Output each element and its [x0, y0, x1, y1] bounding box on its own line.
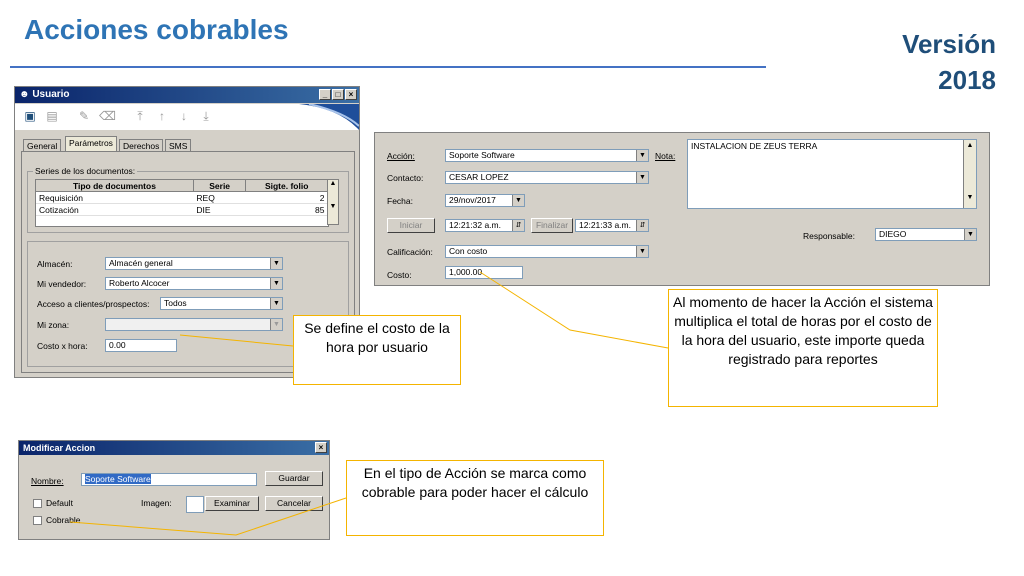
- iniciar-button[interactable]: Iniciar: [387, 218, 435, 233]
- cancelar-button[interactable]: Cancelar: [265, 496, 323, 511]
- col-serie[interactable]: Serie: [193, 180, 245, 192]
- callout-costo-hora: Se define el costo de la hora por usuario: [293, 315, 461, 385]
- vendedor-label: Mi vendedor:: [37, 279, 87, 289]
- chevron-down-icon[interactable]: ▼: [636, 172, 648, 183]
- nota-value: INSTALACION DE ZEUS TERRA: [691, 141, 818, 151]
- table-cell: Requisición: [36, 192, 193, 204]
- almacen-label: Almacén:: [37, 259, 73, 269]
- accion-label: Acción:: [387, 151, 415, 161]
- save-icon[interactable]: ▣: [24, 109, 36, 123]
- scroll-down-icon[interactable]: ▼: [329, 203, 337, 210]
- slide-title: Acciones cobrables: [24, 14, 289, 45]
- guardar-button[interactable]: Guardar: [265, 471, 323, 486]
- move-bottom-icon[interactable]: ⤓: [203, 109, 209, 123]
- calendar-dropdown-icon[interactable]: ▼: [512, 195, 524, 206]
- nota-label: Nota:: [655, 151, 676, 161]
- tab-parametros[interactable]: Parámetros: [65, 136, 117, 152]
- tab-derechos[interactable]: Derechos: [119, 139, 163, 152]
- responsable-value: DIEGO: [879, 229, 907, 239]
- tab-general[interactable]: General: [23, 139, 61, 152]
- chevron-down-icon[interactable]: ▼: [270, 258, 282, 269]
- delete-icon[interactable]: ⌫: [99, 109, 116, 123]
- edit-icon[interactable]: ✎: [78, 109, 90, 123]
- fecha-value: 29/nov/2017: [449, 195, 496, 205]
- contacto-value: CESAR LOPEZ: [449, 172, 509, 182]
- scroll-up-icon[interactable]: ▲: [966, 142, 974, 149]
- save-copy-icon[interactable]: ▤: [46, 109, 58, 123]
- costo-hora-input[interactable]: 0.00: [105, 339, 177, 352]
- accion-value: Soporte Software: [449, 150, 515, 160]
- modificar-title: Modificar Accion: [23, 443, 96, 453]
- series-label: Series de los documentos:: [35, 166, 136, 176]
- finalizar-button[interactable]: Finalizar: [531, 218, 573, 233]
- nombre-value: Soporte Software: [85, 474, 151, 484]
- scroll-down-icon[interactable]: ▼: [966, 194, 974, 201]
- connector-costo-total: [480, 272, 668, 348]
- spinner-icon[interactable]: ⇵: [512, 220, 524, 231]
- chevron-down-icon[interactable]: ▼: [270, 278, 282, 289]
- zona-label: Mi zona:: [37, 320, 70, 330]
- cobrable-label: Cobrable: [46, 515, 81, 525]
- imagen-label: Imagen:: [141, 498, 172, 508]
- acceso-label: Acceso a clientes/prospectos:: [37, 299, 150, 309]
- calificacion-label: Calificación:: [387, 247, 433, 257]
- user-icon: ☻: [19, 89, 30, 100]
- chevron-down-icon[interactable]: ▼: [636, 246, 648, 257]
- tab-sms[interactable]: SMS: [165, 139, 191, 152]
- table-cell: Cotización: [36, 204, 193, 216]
- usuario-window-title: Usuario: [32, 89, 70, 100]
- col-folio[interactable]: Sigte. folio: [246, 180, 328, 192]
- move-up-icon[interactable]: ↑: [159, 109, 165, 123]
- close-button[interactable]: ×: [345, 89, 357, 100]
- callout-multiplica: Al momento de hacer la Acción el sistema multiplica el total de horas por el costo de la hora del usuario, este importe queda registrado para reportes: [668, 289, 938, 407]
- costo-label: Costo:: [387, 270, 412, 280]
- chevron-down-icon[interactable]: ▼: [964, 229, 976, 240]
- almacen-value: Almacén general: [109, 258, 173, 268]
- table-cell: REQ: [193, 192, 245, 204]
- minimize-button[interactable]: _: [319, 89, 331, 100]
- close-button[interactable]: ×: [315, 442, 327, 453]
- costo-input[interactable]: 1,000.00: [445, 266, 523, 279]
- scroll-up-icon[interactable]: ▲: [329, 180, 337, 187]
- nombre-label: Nombre:: [31, 476, 64, 486]
- finalizar-time-value: 12:21:33 a.m.: [579, 220, 631, 230]
- chevron-down-icon[interactable]: ▼: [270, 319, 282, 330]
- version-line1: Versión: [902, 29, 996, 59]
- spinner-icon[interactable]: ⇵: [636, 220, 648, 231]
- costo-hora-label: Costo x hora:: [37, 341, 88, 351]
- move-down-icon[interactable]: ↓: [181, 109, 187, 123]
- default-label: Default: [46, 498, 73, 508]
- table-cell: 85: [246, 204, 328, 216]
- chevron-down-icon[interactable]: ▼: [636, 150, 648, 161]
- version-year: 2018: [938, 65, 996, 95]
- examinar-button[interactable]: Examinar: [205, 496, 259, 511]
- responsable-label: Responsable:: [803, 231, 855, 241]
- fecha-label: Fecha:: [387, 196, 413, 206]
- contacto-label: Contacto:: [387, 173, 424, 183]
- connector-cobrable: [70, 498, 346, 535]
- table-cell: 2: [246, 192, 328, 204]
- chevron-down-icon[interactable]: ▼: [270, 298, 282, 309]
- acceso-value: Todos: [164, 298, 187, 308]
- iniciar-time-value: 12:21:32 a.m.: [449, 220, 501, 230]
- move-top-icon[interactable]: ⤒: [137, 109, 143, 123]
- callout-cobrable: En el tipo de Acción se marca como cobrable para poder hacer el cálculo: [346, 460, 604, 536]
- connector-costo-hora: [180, 335, 293, 346]
- col-tipo[interactable]: Tipo de documentos: [36, 180, 193, 192]
- vendedor-value: Roberto Alcocer: [109, 278, 170, 288]
- table-cell: DIE: [193, 204, 245, 216]
- maximize-button[interactable]: □: [332, 89, 344, 100]
- calificacion-value: Con costo: [449, 246, 488, 256]
